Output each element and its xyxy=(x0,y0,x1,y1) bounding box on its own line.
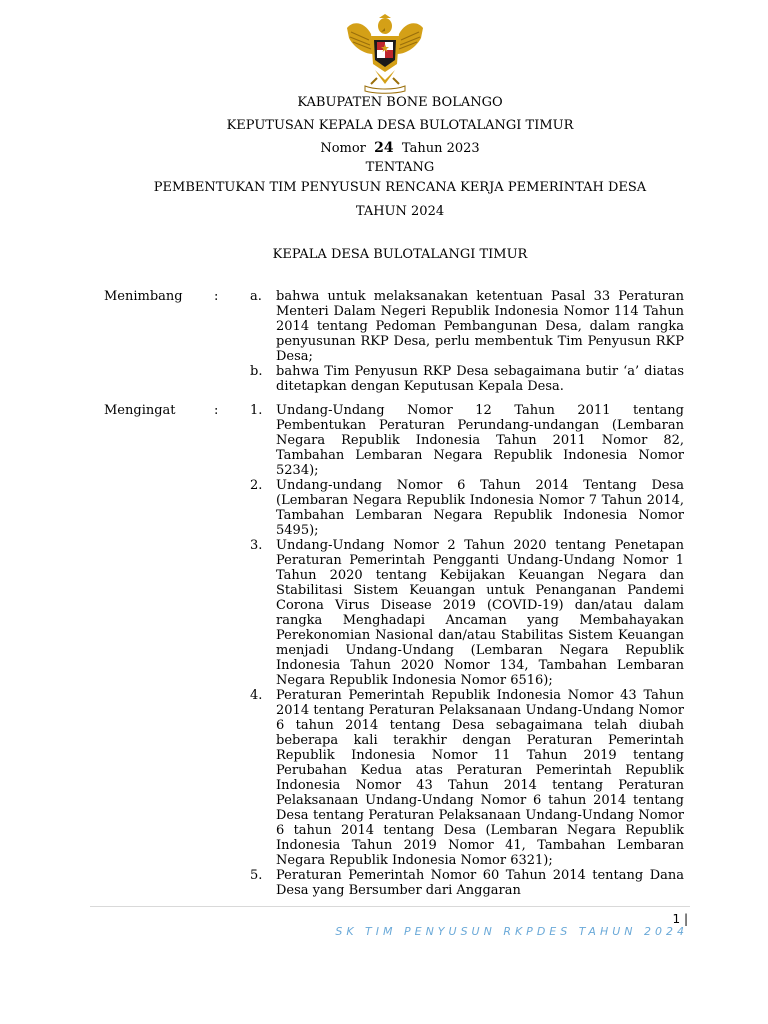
footer-divider xyxy=(90,906,690,907)
garuda-emblem-icon xyxy=(341,14,429,94)
mengingat-item xyxy=(250,538,684,688)
decree-year: TAHUN 2024 xyxy=(355,204,445,219)
mengingat-item xyxy=(250,868,684,898)
decree-title: KEPUTUSAN KEPALA DESA BULOTALANGI TIMUR xyxy=(226,118,574,133)
menimbang-item xyxy=(250,364,684,394)
decree-subject: PEMBENTUKAN TIM PENYUSUN RENCANA KERJA PEMERINTAH DESA xyxy=(153,180,647,195)
item-marker: 1. xyxy=(250,403,263,418)
regency-title: KABUPATEN BONE BOLANGO xyxy=(297,95,503,110)
menimbang-label: Menimbang xyxy=(104,289,183,304)
number-suffix: Tahun 2023 xyxy=(401,141,480,156)
decree-number xyxy=(90,140,710,157)
mengingat-list xyxy=(250,403,684,898)
item-marker: b. xyxy=(250,364,263,379)
item-marker: 4. xyxy=(250,688,263,703)
mengingat-item xyxy=(250,478,684,538)
item-text: bahwa untuk melaksanakan ketentuan Pasal 33 Peraturan Menteri Dalam Negeri Republik Indonesia Nomor 114 Tahun 2014 tentang Pedoman Pembangunan Desa, dalam rangka penyusunan RKP Desa, perlu membentuk Tim Penyusun RKP Desa; xyxy=(276,289,684,364)
item-text: Peraturan Pemerintah Nomor 60 Tahun 2014 tentang Dana Desa yang Bersumber dari Anggaran xyxy=(276,868,684,898)
number-prefix: Nomor xyxy=(320,141,366,156)
item-marker: 5. xyxy=(250,868,263,883)
item-text: Undang-Undang Nomor 2 Tahun 2020 tentang Penetapan Peraturan Pemerintah Pengganti Undang-Undang Nomor 1 Tahun 2020 tentang Kebijakan Keuangan Negara dan Stabilitasi Sistem Keuangan untuk Penanganan Pandemi Corona Virus Disease 2019 (COVID-19) dan/atau dalam rangka Menghadapi Ancaman yang Membahayakan Perekonomian Nasional dan/atau Stabilitas Sistem Keuangan menjadi Undang-Undang (Lembaran Negara Republik Indonesia Tahun 2020 Nomor 134, Tambahan Lembaran Negara Republik Indonesia Nomor 6516); xyxy=(276,538,684,688)
mengingat-colon: : xyxy=(214,403,219,418)
page-number: 1 | xyxy=(672,912,688,926)
about-heading: TENTANG xyxy=(365,160,435,175)
item-text: Undang-Undang Nomor 12 Tahun 2011 tentang Pembentukan Peraturan Perundang-undangan (Lembaran Negara Republik Indonesia Tahun 2011 Nomor 82, Tambahan Lembaran Negara Republik Indonesia Nomor 5234); xyxy=(276,403,684,478)
menimbang-item xyxy=(250,289,684,364)
mengingat-item xyxy=(250,688,684,868)
item-text: Undang-undang Nomor 6 Tahun 2014 Tentang Desa (Lembaran Negara Republik Indonesia Nomor 7 Tahun 2014, Tambahan Lembaran Negara Republik Indonesia Nomor 5495); xyxy=(276,478,684,538)
item-text: bahwa Tim Penyusun RKP Desa sebagaimana butir ‘a’ diatas ditetapkan dengan Keputusan Kepala Desa. xyxy=(276,364,684,394)
number-value: 24 xyxy=(374,140,394,156)
running-title: SK TIM PENYUSUN RKPDES TAHUN 2024 xyxy=(335,925,688,938)
item-text: Peraturan Pemerintah Republik Indonesia Nomor 43 Tahun 2014 tentang Peraturan Pelaksanaan Undang-Undang Nomor 6 tahun 2014 tentang Desa sebagaimana telah diubah beberapa kali terakhir dengan Peraturan Pemerintah Republik Indonesia Nomor 11 Tahun 2019 tentang Perubahan Kedua atas Peraturan Pemerintah Republik Indonesia Nomor 43 Tahun 2014 tentang Peraturan Pelaksanaan Undang-Undang Nomor 6 tahun 2014 tentang Desa tentang Peraturan Pelaksanaan Undang-Undang Nomor 6 tahun 2014 tentang Desa (Lembaran Negara Republik Indonesia Tahun 2019 Nomor 41, Tambahan Lembaran Negara Republik Indonesia Nomor 6321); xyxy=(276,688,684,868)
menimbang-list xyxy=(250,289,684,394)
item-marker: 3. xyxy=(250,538,263,553)
mengingat-label: Mengingat xyxy=(104,403,176,418)
menimbang-colon: : xyxy=(214,289,219,304)
item-marker: a. xyxy=(250,289,262,304)
official-title: KEPALA DESA BULOTALANGI TIMUR xyxy=(272,247,528,262)
item-marker: 2. xyxy=(250,478,263,493)
mengingat-item xyxy=(250,403,684,478)
